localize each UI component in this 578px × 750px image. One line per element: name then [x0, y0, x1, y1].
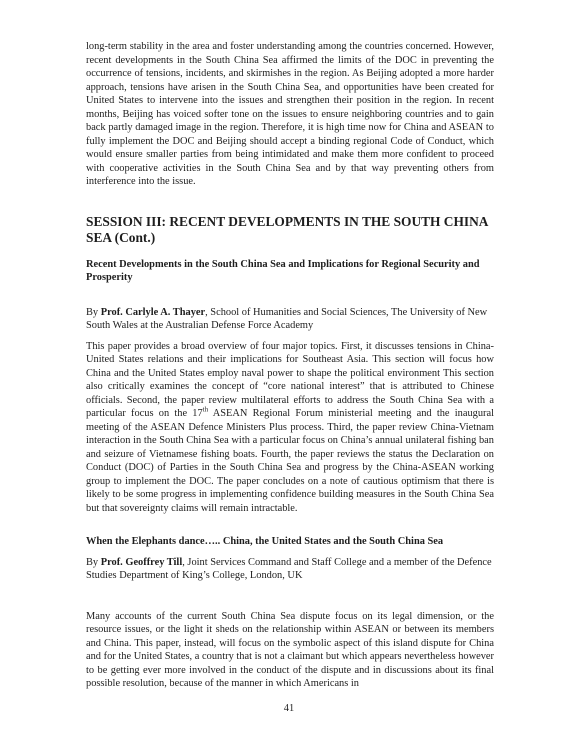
author-thayer: Prof. Carlyle A. Thayer	[100, 306, 206, 318]
author-till: Prof. Geoffrey Till	[100, 556, 183, 568]
session-heading: SESSION III: RECENT DEVELOPMENTS IN THE SOUTH CHINA SEA (Cont.)	[86, 213, 488, 245]
affiliation-thayer: , School of Humanities and Social Sciences, The University of New South Wales at the Australian Defense Force Academy	[86, 306, 488, 331]
abstract-thayer-part1: This paper provides a broad overview of four major topics. First, it discusses tensions in China-United States relations and their implications for Southeast Asia. This section will focus how China and the United States employ naval power to shape the political environment This section also critically examines the concept of “core national interest” that is attributed to Chinese officials. Second, the paper review multilateral efforts to address the South China Sea with a particular focus on the 17	[86, 340, 494, 419]
byline-thayer	[86, 306, 494, 333]
ordinal-suffix: th	[202, 405, 209, 414]
byline-till	[86, 556, 494, 583]
paper-title-till: When the Elephants dance….. China, the United States and the South China Sea	[86, 536, 444, 547]
paper-title-thayer: Recent Developments in the South China Sea and Implications for Regional Security and Prosperity	[86, 258, 480, 283]
byline-prefix: By	[86, 306, 101, 318]
document-page	[86, 40, 494, 691]
abstract-thayer	[86, 340, 494, 516]
byline-prefix: By	[86, 556, 101, 568]
intro-paragraph: long-term stability in the area and foster understanding among the countries concerned. However, recent developments in the South China Sea affirmed the limits of the DOC in preventing the occurrence of tensions, incidents, and skirmishes in the region. As Beijing adopted a more harder approach, tensions have arisen in the South China Sea, and opportunities have been created for United States to intervene into the issues and strengthen their position in the region. In recent months, Beijing has voiced softer tone on the issues to ensure neighboring countries and to gain back partly damaged image in the region. Therefore, it is high time now for China and ASEAN to fully implement the DOC and Beijing should accept a binding regional Code of Conduct, which would ensure smaller parties from being intimidated and make them more confident to proceed with cooperative activities in the South China Sea and by that way preventing others from interference into the issue.	[86, 41, 494, 187]
page-number: 41	[283, 703, 295, 714]
affiliation-till: , Joint Services Command and Staff College and a member of the Defence Studies Department of King’s College, London, UK	[86, 556, 492, 581]
abstract-till: Many accounts of the current South China Sea dispute focus on its legal dimension, or the resource issues, or the light it sheds on the relationship within ASEAN or between its members and China. This paper, instead, will focus on the symbolic aspect of this island dispute for China and for the United States, a country that is not a claimant but which appears nevertheless however to be getting ever more involved in the conduct of the dispute and in discussions about its final possible resolution, because of the manner in which Americans in	[86, 610, 494, 689]
abstract-thayer-part2: ASEAN Regional Forum ministerial meeting and the inaugural meeting of the ASEAN Defence Ministers Plus process. Third, the paper review China-Vietnam interaction in the South China Sea with a particular focus on China’s annual unilateral fishing ban and seizure of Vietnamese fishing boats. Fourth, the paper reviews the status the Declaration on Conduct (DOC) of Parties in the South China Sea and progress by the China-ASEAN working group to implement the DOC. The paper concludes on a note of cautious optimism that there is likely to be some progress in implementing confidence building measures in the South China Sea but that sovereignty claims will remain intractable.	[86, 408, 494, 514]
